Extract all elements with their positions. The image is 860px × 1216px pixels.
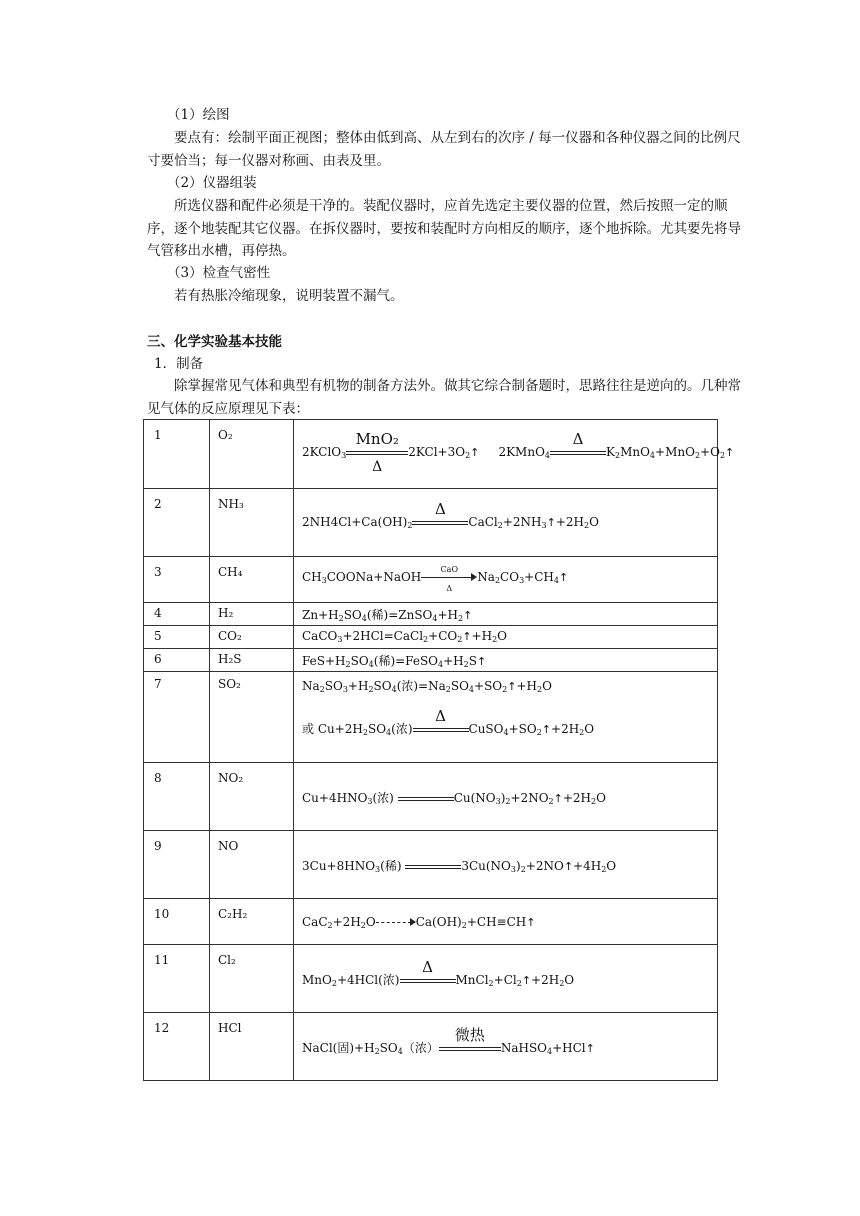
gas-reaction-table <box>143 419 735 1081</box>
table-row <box>144 649 718 672</box>
reaction-equation: $Cu+4HNO_3$(浓) $Cu(NO_3)_2+2NO_2↑+2H_2O$ <box>302 791 606 806</box>
gas-name: NH₃ <box>210 489 294 557</box>
reaction-arrow: CaO Δ <box>421 573 477 583</box>
reaction-condition: Δ <box>550 448 606 458</box>
reaction-condition <box>398 794 454 804</box>
reaction-cell <box>294 1013 718 1081</box>
airtight-paragraph: 若有热胀冷缩现象，说明装置不漏气。 <box>174 288 404 304</box>
reaction-equation: $CH_3COONa+NaOH$ CaO Δ $Na_2CO_3+CH_4↑$ <box>302 564 569 593</box>
gas-name: CH₄ <box>210 557 294 603</box>
row-number: 8 <box>144 763 210 831</box>
drawing-heading: （1）绘图 <box>167 107 230 123</box>
reaction-condition <box>405 862 461 872</box>
table-row <box>144 603 718 626</box>
table-row <box>144 626 718 649</box>
reaction-equation: $CaCO_3+2HCl=CaCl_2+CO_2↑+H_2O$ <box>302 629 507 644</box>
gas-name: H₂S <box>210 649 294 672</box>
row-number: 6 <box>144 649 210 672</box>
gas-name: NO₂ <box>210 763 294 831</box>
reaction-condition: Δ <box>413 725 469 735</box>
row-number: 7 <box>144 672 210 763</box>
gas-name: NO <box>210 831 294 899</box>
gas-name: CO₂ <box>210 626 294 649</box>
table-row <box>144 489 718 557</box>
reaction-equation: 或 $Cu+2H_2SO_4$(浓) Δ $CuSO_4+SO_2↑+2H_2O$ <box>302 706 595 737</box>
reaction-cell <box>294 831 718 899</box>
gas-name: SO₂ <box>210 672 294 763</box>
gas-name: H₂ <box>210 603 294 626</box>
table-row <box>144 945 718 1013</box>
table-row <box>144 420 718 489</box>
drawing-paragraph: 要点有：绘制平面正视图；整体由低到高、从左到右的次序 / 每一仪器和各种仪器之间的比例尺寸要恰当；每一仪器对称画、由表及里。 <box>147 130 741 169</box>
section-title: 三、化学实验基本技能 <box>147 334 282 350</box>
prep-heading: 1．制备 <box>154 356 204 372</box>
reaction-equation: NaCl(固)$+H_2SO_4$（浓） 微热 NaHSO$_4$+HCl↑ <box>302 1025 595 1056</box>
reaction-cell <box>294 557 718 603</box>
reaction-condition: MnO₂ Δ <box>346 448 408 458</box>
row-number: 4 <box>144 603 210 626</box>
reaction-equation: $Na_2SO_3+H_2SO_4$(浓)$=Na_2SO_4+SO_2↑+H_2O$ <box>302 679 552 694</box>
row-number: 2 <box>144 489 210 557</box>
reaction-equation: $Zn+H_2SO_4$(稀)$=ZnSO_4+H_2↑$ <box>302 608 473 623</box>
table-row <box>144 899 718 945</box>
row-number: 1 <box>144 420 210 489</box>
table-row <box>144 763 718 831</box>
reaction-arrow <box>376 918 416 928</box>
row-number: 12 <box>144 1013 210 1081</box>
row-number: 9 <box>144 831 210 899</box>
reaction-cell <box>294 945 718 1013</box>
gas-name: HCl <box>210 1013 294 1081</box>
reaction-cell <box>294 672 718 763</box>
reaction-cell <box>294 626 718 649</box>
reaction-cell <box>294 899 718 945</box>
prep-paragraph: 除掌握常见气体和典型有机物的制备方法外。做其它综合制备题时，思路往往是逆向的。几种常见气体的反应原理见下表： <box>147 378 741 417</box>
reaction-condition: Δ <box>412 518 468 528</box>
airtight-heading: （3）检查气密性 <box>167 265 271 281</box>
gas-name: O₂ <box>210 420 294 489</box>
row-number: 11 <box>144 945 210 1013</box>
reaction-condition: Δ <box>400 976 456 986</box>
reaction-cell <box>294 763 718 831</box>
reaction-cell <box>294 603 718 626</box>
reaction-cell <box>294 420 735 489</box>
gas-name: Cl₂ <box>210 945 294 1013</box>
assembly-paragraph: 所选仪器和配件必须是干净的。装配仪器时，应首先选定主要仪器的位置，然后按照一定的顺序，逐个地装配其它仪器。在拆仪器时，要按和装配时方向相反的顺序，逐个地拆除。尤其要先将导气管移出水槽，再停热。 <box>147 198 741 259</box>
table-row <box>144 1013 718 1081</box>
gas-name: C₂H₂ <box>210 899 294 945</box>
row-number: 10 <box>144 899 210 945</box>
reaction-equation: $2NH4Cl+Ca(OH)_2$ Δ $CaCl_2+2NH_3↑+2H_2O$ <box>302 499 599 530</box>
reaction-equation: MnO$_2$+4HCl(浓) Δ $MnCl_2+Cl_2↑+2H_2O$ <box>302 957 575 988</box>
table-row <box>144 557 718 603</box>
row-number: 3 <box>144 557 210 603</box>
table-row <box>144 831 718 899</box>
reaction-condition: 微热 <box>439 1044 501 1054</box>
table-row <box>144 672 718 763</box>
reaction-equation: $CaC_2+2H_2O$ $Ca(OH)_2+CH\equiv CH↑$ <box>302 915 536 930</box>
reaction-cell <box>294 489 718 557</box>
assembly-heading: （2）仪器组装 <box>167 175 257 191</box>
reaction-equation: $FeS+H_2SO_4$(稀)$=FeSO_4+H_2S↑$ <box>302 654 487 669</box>
reaction-cell <box>294 649 718 672</box>
row-number: 5 <box>144 626 210 649</box>
reaction-equation: $3Cu+8HNO_3$(稀) $3Cu(NO_3)_2+2NO↑+4H_2O$ <box>302 859 617 874</box>
reaction-equation: 2KClO$_3$ MnO₂ Δ $2KCl+3O_2↑$ 2KMnO$_4$ Δ $K_2MnO_4+MnO_2+O_2↑$ <box>302 429 735 475</box>
